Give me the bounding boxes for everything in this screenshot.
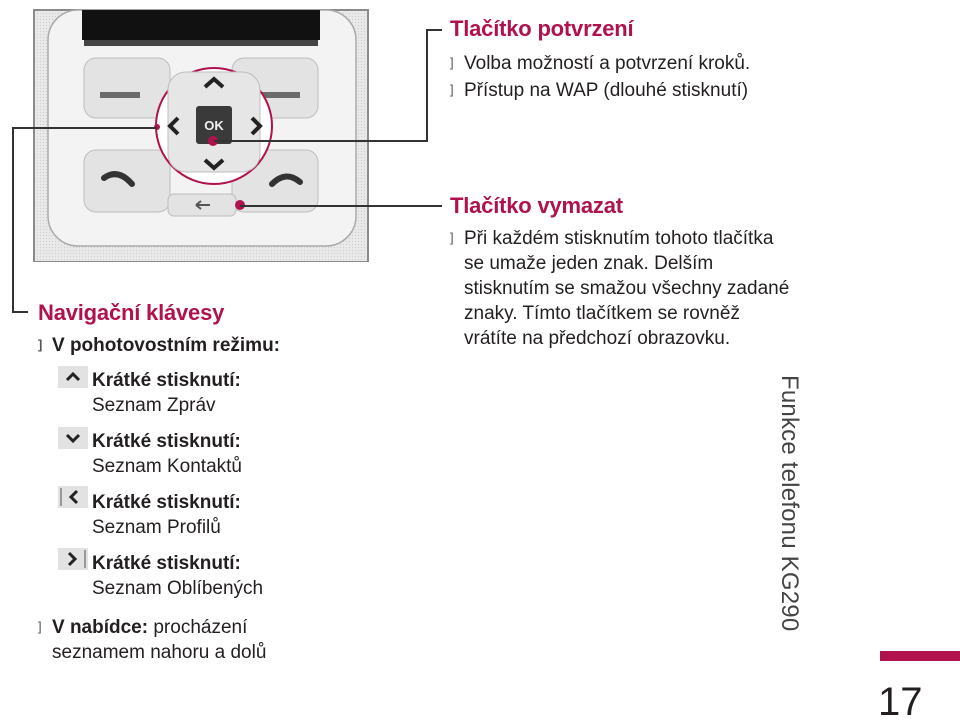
nav-entry-left: Krátké stisknutí: Seznam Profilů bbox=[92, 492, 241, 538]
nav-entry-right: Krátké stisknutí: Seznam Oblíbených bbox=[92, 553, 264, 599]
clear-key-title: Tlačítko vymazat bbox=[450, 193, 623, 218]
nav-callout-line-h2 bbox=[12, 311, 28, 313]
clear-key-description: ] Při každém stisknutím tohoto tlačítka se umaže jeden znak. Delším stisknutím se smažou všechny zadané znaky. Tímto tlačítkem se rovněž vrátíte na předchozí obrazovku. bbox=[450, 228, 790, 349]
nav-menu-text: ] V nabídce: procházení seznamem nahoru a dolů bbox=[38, 617, 267, 663]
nav-entry-down: Krátké stisknutí: Seznam Kontaktů bbox=[92, 431, 242, 477]
up-arrow-key-icon bbox=[58, 366, 88, 388]
right-arrow-key-icon bbox=[58, 548, 88, 570]
nav-callout-line-h bbox=[12, 127, 157, 129]
nav-keys-title: Navigační klávesy bbox=[38, 300, 225, 325]
clear-callout-line bbox=[240, 205, 442, 207]
page-accent-bar bbox=[880, 651, 960, 661]
section-side-title: Funkce telefonu KG290 bbox=[776, 375, 803, 632]
nav-entry-up: Krátké stisknutí: Seznam Zpráv bbox=[92, 370, 241, 416]
ok-key-label: OK bbox=[204, 118, 224, 133]
nav-callout-line-v bbox=[12, 127, 14, 313]
phone-keypad-illustration bbox=[0, 0, 400, 262]
confirm-key-item-2: ] Přístup na WAP (dlouhé stisknutí) bbox=[450, 80, 749, 101]
nav-standby-label: ] V pohotovostním režimu: bbox=[38, 335, 280, 356]
confirm-key-title: Tlačítko potvrzení bbox=[450, 16, 634, 41]
confirm-callout-line-v bbox=[426, 29, 428, 142]
confirm-callout-line-h bbox=[426, 29, 442, 31]
down-arrow-key-icon bbox=[58, 427, 88, 449]
page-number: 17 bbox=[878, 680, 923, 724]
confirm-callout-line-h2 bbox=[214, 140, 428, 142]
confirm-key-item-1: ] Volba možností a potvrzení kroků. bbox=[450, 53, 751, 74]
left-arrow-key-icon bbox=[58, 486, 88, 508]
